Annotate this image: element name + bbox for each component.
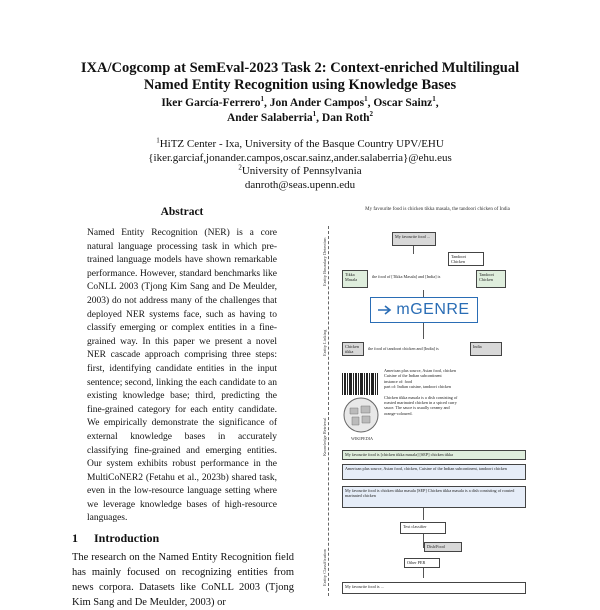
candidate-box: Tandoori Chicken [448,252,484,266]
arrow-line [423,568,424,578]
linked-entity-box: India [470,342,502,356]
candidate-note: the food of [Tikka Masala] and [India] is [372,274,441,279]
context-box: My favourite food is [chicken tikka masala] [SEP] chicken tikka [342,450,526,460]
mgenre-logo [370,297,478,323]
title-line-1: IXA/Cogcomp at SemEval-2023 Task 2: Context-enriched Multilingual [80,60,520,76]
author-sup: 1 [364,95,368,104]
abstract-text: Named Entity Recognition (NER) is a core natural language processing task in which pre-trained language models have shown remarkable performance. However, standard benchmarks like CoNLL 2003 (Tjong Kim Sang and De Meulder, 2003) do not address many of the challenges that deployed NER systems face, such as having to classify emerging or complex entities in a fine-grained way. In this paper we present a novel NER cascade approach comprising three steps: first, identifying candidate entities in the input sentence; second, linking the each candidate to an existing knowledge base; third, predicting the fine-grained category for each entity candidate. We empirically demonstrate the significance of external knowledge bases in accurately classifying fine-grained and emerging entities. Our system exhibits robust performance in the MultiCoNER2 (Fetahu et al., 2023b) shared task, even in the low-resource language setting where we leverage knowledge bases of high-resource languages. [87,228,277,524]
author-sup: 2 [369,110,374,119]
kb-fact: orange-coloured. [384,410,413,416]
section-number: 1 [72,531,78,545]
author-name: Ander Salaberria [226,112,313,124]
classifier-box: Text classifier [400,522,446,534]
email-2: danroth@seas.upenn.edu [244,178,356,191]
kb-fact: instance of: food [384,378,413,384]
kb-fact: sauce. The sauce is usually creamy and [384,405,450,411]
stage-label: Knowledge Retrieval [322,417,327,456]
kb-fact: part of: Indian cuisine, tandoori chicken [384,384,451,390]
arrow-line [423,290,424,297]
kb-fact: American plus source, Asian food, chicken [384,368,456,373]
affiliation-1: HiTZ Center - Ixa, University of the Basque Country UPV/EHU [159,138,444,150]
output-box: My favourite food is ... [342,582,526,594]
author-sup: 1 [260,95,264,104]
section-heading [72,531,159,546]
kb-facts [384,368,524,416]
kb-fact: Chicken tikka masala is a dish consisting of [384,394,458,400]
affiliations [40,138,560,192]
section-title: Introduction [94,531,160,545]
author-name: Dan Roth [321,112,370,124]
kb-fact: roasted marinated chicken in a spiced curry [384,400,457,406]
stage-label: Entity Boundary Detection [322,237,327,286]
candidate-box: Tikka Masala [342,270,368,288]
stage-label: Entity Classification [322,549,327,586]
author-sup: 1 [432,95,436,104]
stage-separator [328,226,329,596]
mgenre-label: mGENRE [396,301,470,318]
author-list: Iker García-Ferrero$^1$, Jon Ander Campos$^1$, Oscar Sainz$^1$, Ander Salaberria$^1$, Dan Roth$^2$ [161,95,439,124]
arrow-right-icon [378,305,392,315]
affiliation-2: University of Pennsylvania [241,165,362,177]
affil-sup: 1 [156,136,160,145]
affil-sup: 2 [238,163,242,172]
barcode-icon [342,373,378,395]
system-figure [320,206,540,600]
context-box: American plus source, Asian food, chicken, Cuisine of the Indian subcontinent, tandoori chicken [342,464,526,480]
class-box: Dish/Food [424,542,462,552]
kb-fact: Cuisine of the Indian subcontinent [384,373,442,379]
linked-note: the food of tandoori chicken and [India] is [368,346,439,351]
arrow-line [413,246,414,254]
emails-1: {iker.garciaf,jonander.campos,oscar.sainz,ander.salaberria}@ehu.eus [148,151,452,164]
arrow-line [423,323,424,339]
context-box: My favourite food is chicken tikka masala [SEP] Chicken tikka masala is a dish consisting of roasted marinated chicken [342,486,526,508]
figure-input-sentence: My favourite food is chicken tikka masala, the tandoori chicken of India [365,207,510,212]
class-box: Other PER [404,558,440,568]
title-line-2: Named Entity Recognition using Knowledge Bases [143,77,457,93]
author-sup: 1 [312,110,317,119]
author-name: Iker García-Ferrero [161,97,261,109]
candidate-box: Tandoori Chicken [476,270,506,288]
paper-title [40,60,560,94]
wikipedia-globe-icon [342,396,380,434]
stage-label: Entity Linking [322,329,327,356]
arrow-line [423,508,424,520]
wikipedia-label: WIKIPEDIA [350,436,374,441]
author-name: Oscar Sainz [373,97,433,109]
intro-text: The research on the Named Entity Recognition field has mainly focused on recognizing entities from news corpora. Datasets like CoNLL 2003 (Tjong Kim Sang and De Meulder, 2003) or [72,552,294,608]
input-box: My favourite food ... [392,232,436,246]
author-name: Jon Ander Campos [269,97,365,109]
linked-entity-box: Chicken tikka [342,342,364,356]
abstract-heading: Abstract [160,206,204,218]
